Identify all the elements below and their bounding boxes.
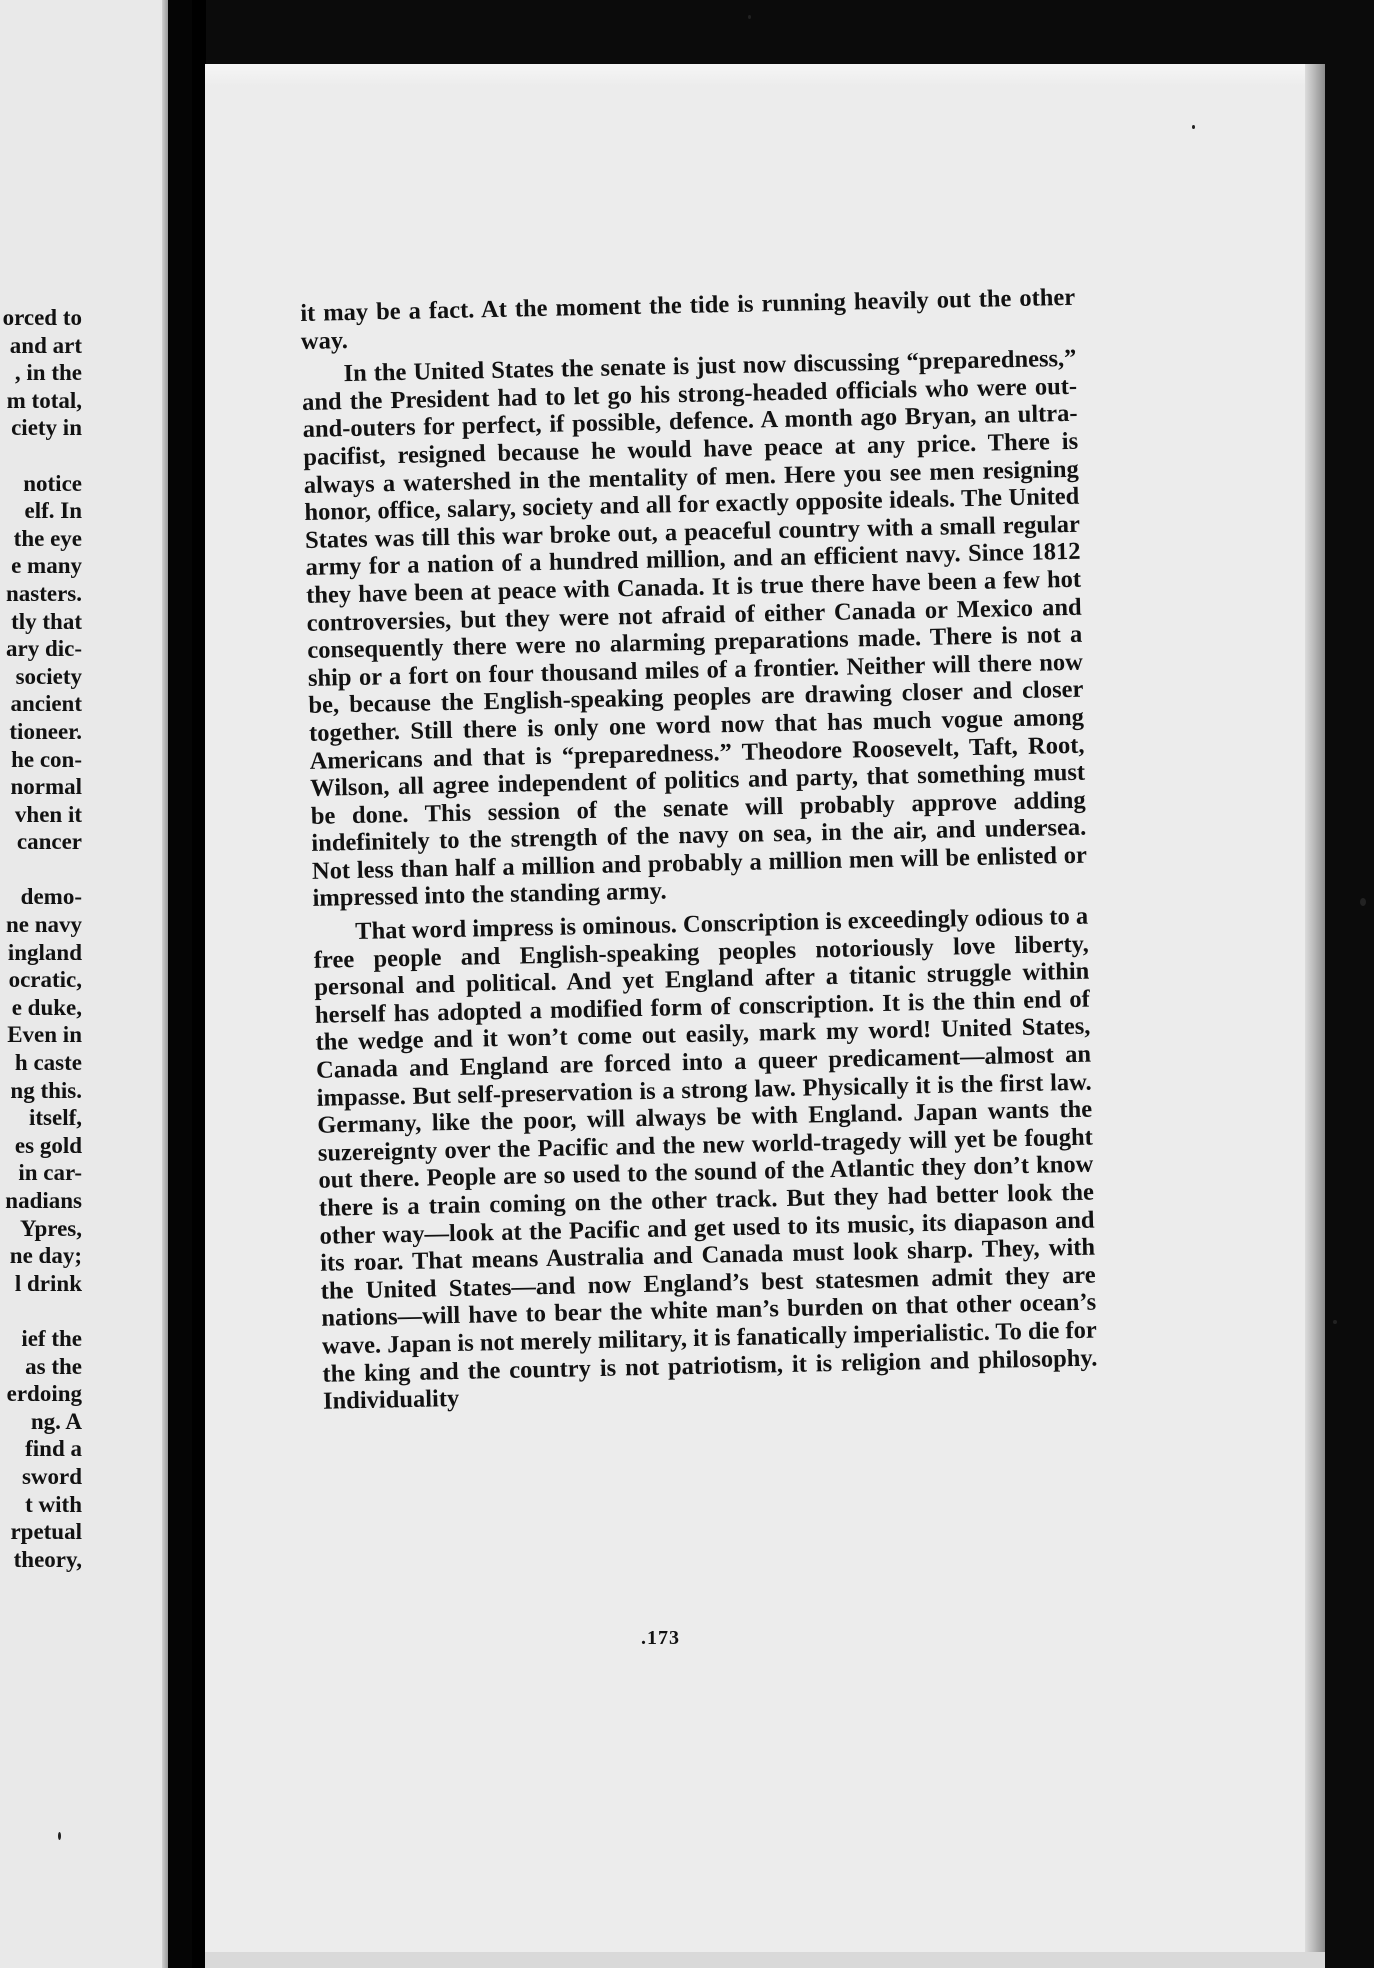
left-page-gap (0, 1297, 82, 1325)
left-page-line: nadians (5, 1188, 82, 1213)
gutter-rule (192, 0, 206, 1968)
left-page-text (0, 304, 82, 1573)
left-page-line: Even in (7, 1022, 82, 1048)
left-page-line: t with (25, 1491, 82, 1517)
body-text (300, 284, 1098, 1416)
left-page-line: orced to (2, 305, 82, 330)
left-page-line: theory, (13, 1546, 82, 1572)
scan-speck (1360, 898, 1366, 906)
left-page-line: Ypres, (20, 1215, 82, 1241)
left-page-line: ingland (7, 939, 82, 965)
page-top-edge (205, 64, 1325, 86)
left-page-line: ciety in (11, 415, 82, 441)
left-page-line: and art (9, 332, 82, 358)
scan-speck (1333, 1320, 1337, 1324)
left-page-line: ng. A (30, 1408, 82, 1434)
paragraph-preparedness: In the United States the senate is just now discussing “preparedness,” and the President had to let go his strong-headed officials who were out-and-outers for perfect, if possible, defence. A month ago Bryan, an ultra-pacifist, resigned because he would have peace at any price. There is always a watershed in the mentality of men. Here you see men resigning honor, office, salary, society and all for exactly opposite ideals. The United States was till this war broke out, a peaceful country with a small regular army for a nation of a hundred million, and an efficient navy. Since 1812 they have been at peace with Canada. It is true there have been a few hot controversies, but they were not afraid of either Canada or Mexico and consequently there were no alarming preparations made. There is not a ship or a fort on four thousand miles of a frontier. Neither will there now be, because the English-speaking peoples are drawing closer and closer together. Still there is only one word now that has much vogue among Americans and that is “preparedness.” Theodore Roosevelt, Taft, Root, Wilson, all agree independent of politics and party, that something must be done. This session of the senate will probably approve adding indefinitely to the strength of the navy on sea, in the air, and undersea. Not less than half a million and probably a million men will be enlisted or impressed into the standing army. (301, 344, 1088, 913)
scan-speck (748, 15, 751, 19)
scan-speck (58, 1832, 61, 1840)
left-page-line: ancient (10, 691, 82, 717)
left-page-line: ocratic, (8, 967, 82, 993)
right-page-bound-edge (1305, 64, 1325, 1968)
left-page-line: sword (21, 1463, 82, 1489)
left-page-line: es gold (14, 1132, 82, 1158)
left-page-line: demo- (20, 884, 82, 910)
paragraph-continued: it may be a fact. At the moment the tide is running heavily out the other way. (300, 283, 1076, 355)
paragraph-conscription: That word impress is ominous. Conscription is exceedingly odious to a free people and English-speaking peoples notoriously love liberty, personal and political. And yet England after a titanic struggle within herself has adopted a modified form of conscription. It is the thin end of the wedge and it won’t come out easily, mark my word! United States, Canada and England are forced into a queer predicament—almost an impasse. But self-preservation is a strong law. Physically it is the first law. Germany, like the poor, will always be with England. Japan wants the suzereignty over the Pacific and the new world-tragedy will yet be fought out there. People are so used to the sound of the Atlantic they don’t know there is a train coming on the other track. But they had better look the other way—look at the Pacific and get used to its music, its diapason and its roar. That means Australia and Canada must look sharp. They, with the United States—and now England’s best statesmen admit they are nations—will have to bear the white man’s burden on that other ocean’s wave. Japan is not merely military, it is fanatically imperialistic. To die for the king and the country is not patriotism, it is religion and philosophy. Individuality (313, 902, 1098, 1415)
left-page-line: ary dic- (5, 636, 82, 662)
left-page-line: cancer (16, 829, 82, 855)
left-page-line: society (15, 663, 82, 689)
left-page-line: vhen it (14, 801, 82, 827)
page-number: .173 (641, 1627, 680, 1649)
left-page-line: find a (25, 1436, 82, 1462)
left-page-line: he con- (11, 746, 82, 772)
left-page-line: itself, (28, 1105, 82, 1131)
left-page-line: erdoing (6, 1381, 82, 1407)
left-page-gap (0, 856, 82, 884)
left-page-line: l drink (14, 1270, 82, 1296)
left-page-line: as the (25, 1353, 82, 1379)
right-page (205, 64, 1325, 1968)
left-page-line: ng this. (10, 1077, 82, 1103)
left-page-gap (0, 442, 82, 470)
page-bottom-edge (205, 1952, 1325, 1968)
left-page-line: rpetual (10, 1519, 82, 1545)
left-page-line: ne day; (9, 1243, 82, 1269)
left-page-line: ief the (21, 1325, 82, 1351)
left-page-line: in car- (18, 1160, 82, 1186)
left-page-line: h caste (14, 1050, 82, 1076)
left-page-line: normal (10, 774, 82, 800)
left-page-line: e duke, (11, 994, 82, 1020)
scan-speck (1192, 125, 1195, 129)
left-page-line: tioneer. (9, 718, 82, 744)
left-page-line: notice (23, 470, 82, 496)
left-page-line: , in the (14, 360, 82, 386)
left-page-line: elf. In (24, 498, 82, 524)
left-page (0, 0, 168, 1968)
left-page-line: m total, (6, 387, 82, 413)
left-page-line: e many (11, 553, 82, 579)
left-page-line: the eye (13, 525, 82, 551)
left-page-line: ne navy (5, 912, 82, 938)
left-page-line: tly that (11, 608, 82, 634)
left-page-line: nasters. (5, 580, 82, 606)
